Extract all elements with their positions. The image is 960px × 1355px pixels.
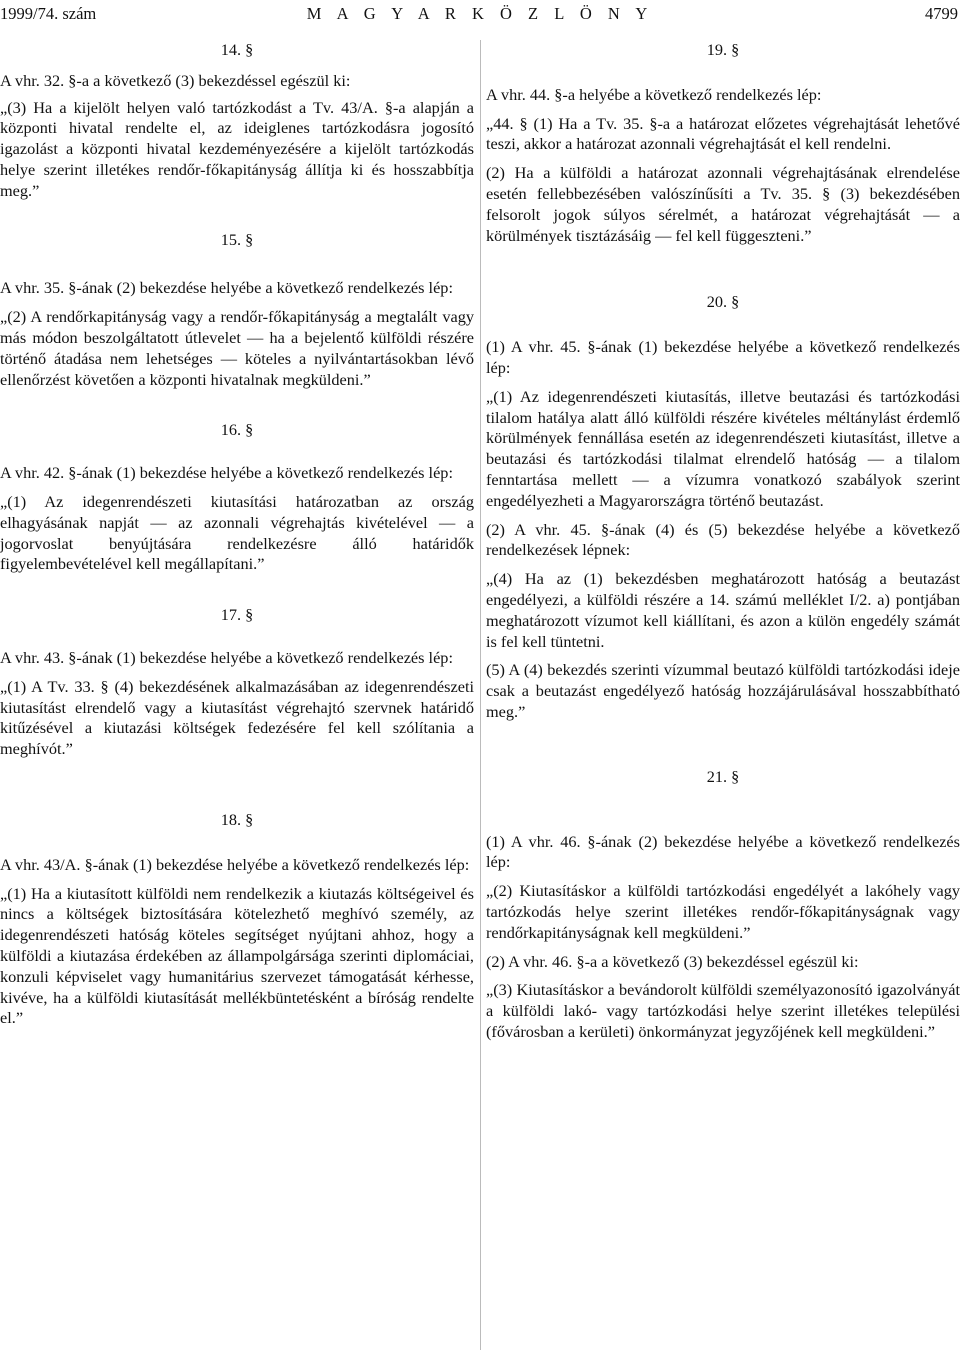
page-header <box>0 4 960 28</box>
section-15-intro: A vhr. 35. §-ának (2) bekezdése helyébe a következő rendelkezés lép: <box>0 278 453 298</box>
section-18-quote: „(1) Ha a kiutasított külföldi nem rendelkezik a kiutazás költségeivel és nincs a költségek biztosítására kötelezhető meghívó személy, az idegenrendészeti hatóság köteles segítséget nyújtani ahhoz, hogy a külföldi a kiutazása érdekében az állampolgársága szerinti diplomáciai, konzuli képviselet vagy humanitárius szervezet támogatását kérhesse, kivéve, ha a külföldi kiutasítását mellékbüntetésként a bíróság rendelte el.” <box>0 883 474 1028</box>
section-heading-16: 16. § <box>220 420 254 440</box>
section-17-intro: A vhr. 43. §-ának (1) bekezdése helyébe a következő rendelkezés lép: <box>0 647 453 667</box>
section-16-intro: A vhr. 42. §-ának (1) bekezdése helyébe a következő rendelkezés lép: <box>0 463 453 483</box>
section-19-quote-1: „44. § (1) Ha a Tv. 35. §-a a határozat előzetes végrehajtását lehetővé teszi, akkor a határozat azonnali végrehajtását el kell rendelni. <box>486 113 960 154</box>
section-19-intro: A vhr. 44. §-a helyébe a következő rendelkezés lép: <box>486 84 822 104</box>
section-20-quote-2: „(4) Ha az (1) bekezdésben meghatározott hatóság a beutazást engedélyezi, a külföldi részére a 14. számú melléklet I/2. a) pontjában meghatározott vízumot kell kiállítani, és azon a külön engedély számát is fel kell tüntetni. <box>486 569 960 651</box>
section-heading-19: 19. § <box>706 40 740 59</box>
section-16-quote: „(1) Az idegenrendészeti kiutasítási határozatban az ország elhagyásának napját — az azonnali végrehajtás kivételével — a jogorvoslat benyújtására rendelkezésre álló határidők figyelembevételével kell megállapítani.” <box>0 491 474 574</box>
section-20-intro-1: (1) A vhr. 45. §-ának (1) bekezdése helyébe a következő rendelkezés lép: <box>486 337 960 377</box>
section-heading-17: 17. § <box>220 605 254 625</box>
section-20-quote-3: (5) A (4) bekezdés szerinti vízummal beutazó külföldi tartózkodási ideje csak a beutazást engedélyező hatóság hozzájárulásával hosszabbítható meg.” <box>486 660 960 721</box>
section-heading-20: 20. § <box>706 292 740 312</box>
section-19-quote-2: (2) Ha a külföldi a határozat azonnali végrehajtásának elrendelése esetén fellebbezésében valószínűsíti a Tv. 35. § (3) bekezdésében felsorolt jogok súlyos sérelmét, a határozat végrehajtását — a körülmények tisztázásáig — fel kell függeszteni.” <box>486 163 960 245</box>
journal-title: M A G Y A R K Ö Z L Ö N Y <box>306 4 654 23</box>
section-heading-18: 18. § <box>220 809 254 829</box>
section-heading-14: 14. § <box>220 40 254 59</box>
section-21-intro-1: (1) A vhr. 46. §-ának (2) bekezdése helyébe a következő rendelkezés lép: <box>486 831 960 872</box>
left-column <box>0 40 474 1041</box>
section-14-quote: „(3) Ha a kijelölt helyen való tartózkodást a Tv. 43/A. §-a alapján a központi hivatal rendelte el, az ideiglenes tartózkodásra jogosító igazolást a központi hivatal kezdeményezésére a kijelölt tartózkodás helye szerint illetékes rendőr-főkapitányság állítja ki és hosszabbítja meg.” <box>0 97 474 200</box>
section-14-intro: A vhr. 32. §-a a következő (3) bekezdéssel egészül ki: <box>0 70 351 90</box>
section-21-quote-2: „(3) Kiutasításkor a bevándorolt külföldi személyazonosító igazolványát a külföldi lakó- vagy tartózkodási helye szerint illetékes települési (fővárosban a kerületi) önkormányzat jegyzőjének kell megküldeni.” <box>486 980 960 1041</box>
section-21-quote-1: „(2) Kiutasításkor a külföldi tartózkodási engedélyét a lakóhely vagy tartózkodás helye szerint illetékes rendőr-főkapitányságnak vagy rendőrkapitányságnak kell megküldeni.” <box>486 881 960 942</box>
section-18-intro: A vhr. 43/A. §-ának (1) bekezdése helyébe a következő rendelkezés lép: <box>0 854 470 874</box>
column-divider <box>480 40 481 1350</box>
section-20-quote-1: „(1) Az idegenrendészeti kiutasítás, illetve beutazási és tartózkodási tilalom hatálya alatt álló külföldi részére kivételes méltánylást érdemlő körülmények fennállása esetén az idegenrendészeti kiutasítást, illetve a beutazási és tartózkodási tilalmat elrendelő hatóság — a tilalom fenntartása mellett — a vízumra vonatkozó szabályok szerint engedélyezheti a Magyarországra történő beutazást. <box>486 386 960 510</box>
right-column <box>486 40 960 1055</box>
section-21-intro-2: (2) A vhr. 46. §-a a következő (3) bekezdéssel egészül ki: <box>486 951 859 971</box>
page-number: 4799 <box>925 4 958 23</box>
issue-number: 1999/74. szám <box>0 4 97 23</box>
section-heading-15: 15. § <box>220 229 254 249</box>
section-17-quote: „(1) A Tv. 33. § (4) bekezdésének alkalmazásában az idegenrendészeti kiutasítást elrendelő vagy a kiutasítást végrehajtó szervnek határidő kitűzésével a kiutazási költségek fedezésére fel kell szólítania a meghívót.” <box>0 676 474 759</box>
section-15-quote: „(2) A rendőrkapitányság vagy a rendőr-főkapitányság a megtalált vagy más módon beszolgáltatott útlevelet — ha a bejelentő külföldi részére történő átadása nem lehetséges — köteles a nyilvántartásokban lévő ellenőrzést követően a központi hivatalnak megküldeni.” <box>0 307 474 389</box>
section-20-intro-2: (2) A vhr. 45. §-ának (4) és (5) bekezdése helyébe a következő rendelkezések lépnek: <box>486 519 960 560</box>
section-heading-21: 21. § <box>706 766 740 786</box>
